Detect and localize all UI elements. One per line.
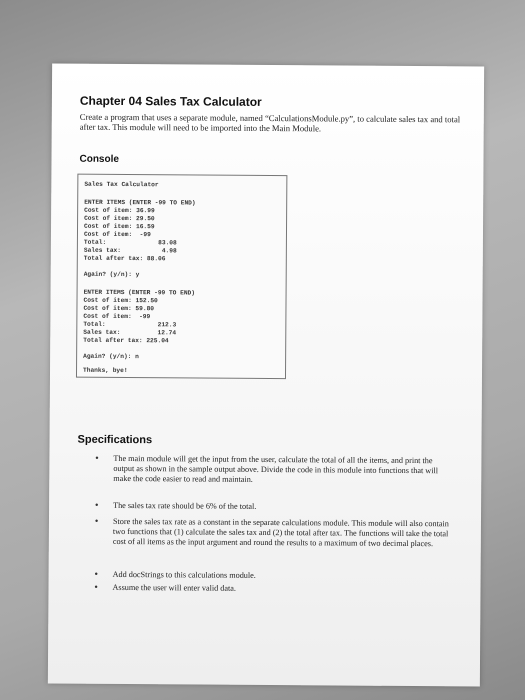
- bullet-icon: •: [94, 515, 99, 526]
- console-line: Cost of item: 59.80: [83, 304, 155, 313]
- intro-paragraph: Create a program that uses a separate module, named “CalculationsModule.py”, to calculate sales tax and total after tax. This module will need to be imported into the Main Module.: [79, 111, 461, 134]
- console-line: Cost of item: 29.50: [84, 214, 155, 223]
- console-line: Sales tax: 4.98: [83, 246, 177, 255]
- console-line: Sales Tax Calculator: [84, 180, 159, 189]
- console-line: Cost of item: -99: [83, 230, 151, 239]
- console-line: Total: 212.3: [83, 320, 177, 329]
- spec-bullet: The sales tax rate should be 6% of the total.: [113, 500, 257, 511]
- console-line: ENTER ITEMS (ENTER -99 TO END): [83, 288, 196, 297]
- spec-bullet: The main module will get the input from the user, calculate the total of all the items, and print the output as shown in the sample output above. Divide the code in this module into functions that will make the code easier to read and maintain.: [113, 453, 439, 484]
- spec-bullet: Assume the user will enter valid data.: [112, 582, 237, 593]
- console-line: Total after tax: 225.04: [83, 336, 169, 345]
- document-page: [48, 63, 484, 686]
- specifications-heading: Specifications: [77, 433, 153, 447]
- spec-bullet: Add docStrings to this calculations module.: [112, 569, 256, 580]
- console-line: Cost of item: 36.99: [84, 206, 155, 215]
- page-title: Chapter 04 Sales Tax Calculator: [79, 93, 262, 109]
- console-line: Cost of item: 16.59: [84, 222, 155, 231]
- spec-bullet: Store the sales tax rate as a constant in the separate calculations module. This module will also contain two functions that (1) calculate the sales tax and (2) the total after tax. The functions will take the total cost of all items as the input argument and round the results to a maximum of two decimal places.: [112, 516, 449, 548]
- console-line: Cost of item: 152.50: [83, 296, 158, 305]
- console-output-box: [76, 174, 287, 379]
- bullet-icon: •: [94, 581, 98, 592]
- bullet-icon: •: [95, 452, 99, 463]
- console-line: Total: 83.08: [83, 238, 177, 247]
- console-line: Sales tax: 12.74: [83, 328, 177, 337]
- console-line: Again? (y/n): y: [83, 270, 140, 279]
- console-line: Total after tax: 88.06: [83, 254, 166, 263]
- console-line: ENTER ITEMS (ENTER -99 TO END): [84, 198, 196, 207]
- bullet-icon: •: [95, 499, 99, 510]
- console-line: Cost of item: -99: [83, 312, 151, 321]
- bullet-icon: •: [94, 568, 98, 579]
- console-line: Thanks, bye!: [83, 366, 128, 375]
- console-heading: Console: [79, 153, 119, 165]
- console-line: Again? (y/n): n: [83, 352, 139, 361]
